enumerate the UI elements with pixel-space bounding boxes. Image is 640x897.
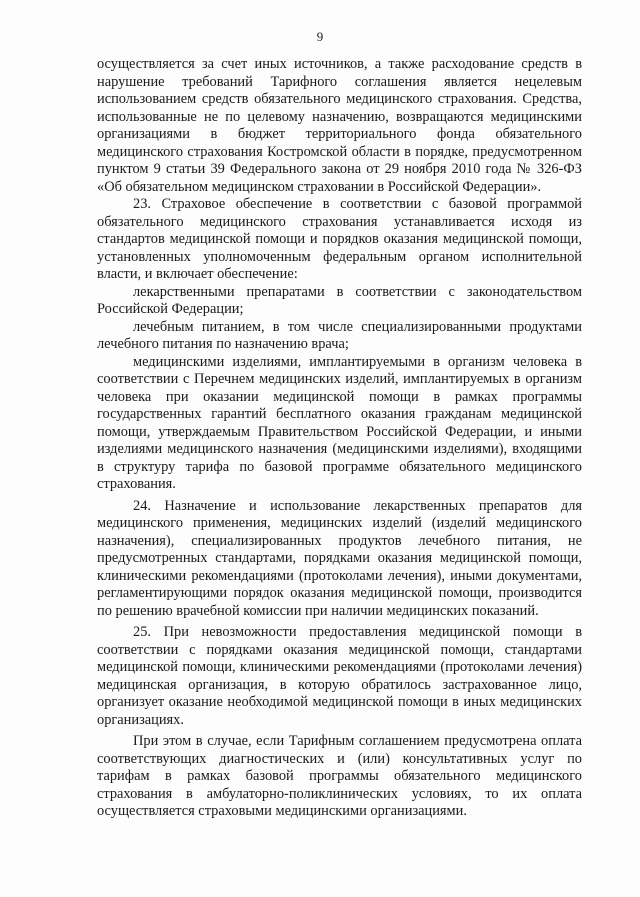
list-item-medicines: лекарственными препаратами в соответствии с законодательством Российской Федерации; [97, 283, 582, 317]
paragraph-clause-24: 24. Назначение и использование лекарственных препаратов для медицинского применения, медицинских изделий (изделий медицинского назначения), специализированных продуктов лечебного питания, не предусмотренных стандартами, порядками оказания медицинской помощи, клиническими рекомендациями (протоколами лечения), иными документами, регламентирующими порядок оказания медицинской помощи, производится по решению врачебной комиссии при наличии медицинских показаний. [97, 497, 582, 619]
paragraph-clause-23: 23. Страховое обеспечение в соответствии с базовой программой обязательного медицинского страхования устанавливается исходя из стандартов медицинской помощи и порядков оказания медицинской помощи, установленных уполномоченным федеральным органом исполнительной власти, и включает обеспечение: [97, 196, 582, 282]
list-item-nutrition: лечебным питанием, в том числе специализированными продуктами лечебного питания по назначению врача; [97, 318, 582, 352]
paragraph-clause-25: 25. При невозможности предоставления медицинской помощи в соответствии с порядками оказания медицинской помощи, стандартами медицинской помощи, клиническими рекомендациями (протоколами лечения) медицинская организация, в которую обратилось застрахованное лицо, организует оказание необходимой медицинской помощи в иных медицинских организациях. [97, 624, 582, 728]
document-body [97, 56, 582, 821]
list-item-medical-devices: медицинскими изделиями, имплантируемыми в организм человека в соответствии с Перечнем медицинских изделий, имплантируемых в организм человека при оказании медицинской помощи в рамках программы государственных гарантий бесплатного оказания гражданам медицинской помощи, утверждаемым Правительством Российской Федерации, и иными изделиями медицинского назначения (медицинскими изделиями), входящими в структуру тарифа по базовой программе обязательного медицинского страхования. [97, 353, 582, 492]
paragraph-continuation: осуществляется за счет иных источников, а также расходование средств в нарушение требований Тарифного соглашения является нецелевым использованием средств обязательного медицинского страхования. Средства, использованные не по целевому назначению, возвращаются медицинскими организациями в бюджет территориального фонда обязательного медицинского страхования Костромской области в порядке, предусмотренном пунктом 9 статьи 39 Федерального закона от 29 ноября 2010 года № 326-ФЗ «Об обязательном медицинском страховании в Российской Федерации». [97, 56, 582, 195]
paragraph-payment: При этом в случае, если Тарифным соглашением предусмотрена оплата соответствующих диагностических и (или) консультативных услуг по тарифам в рамках базовой программы обязательного медицинского страхования в амбулаторно-поликлинических условиях, то их оплата осуществляется страховыми медицинскими организациями. [97, 733, 582, 819]
page-number: 9 [316, 29, 324, 44]
